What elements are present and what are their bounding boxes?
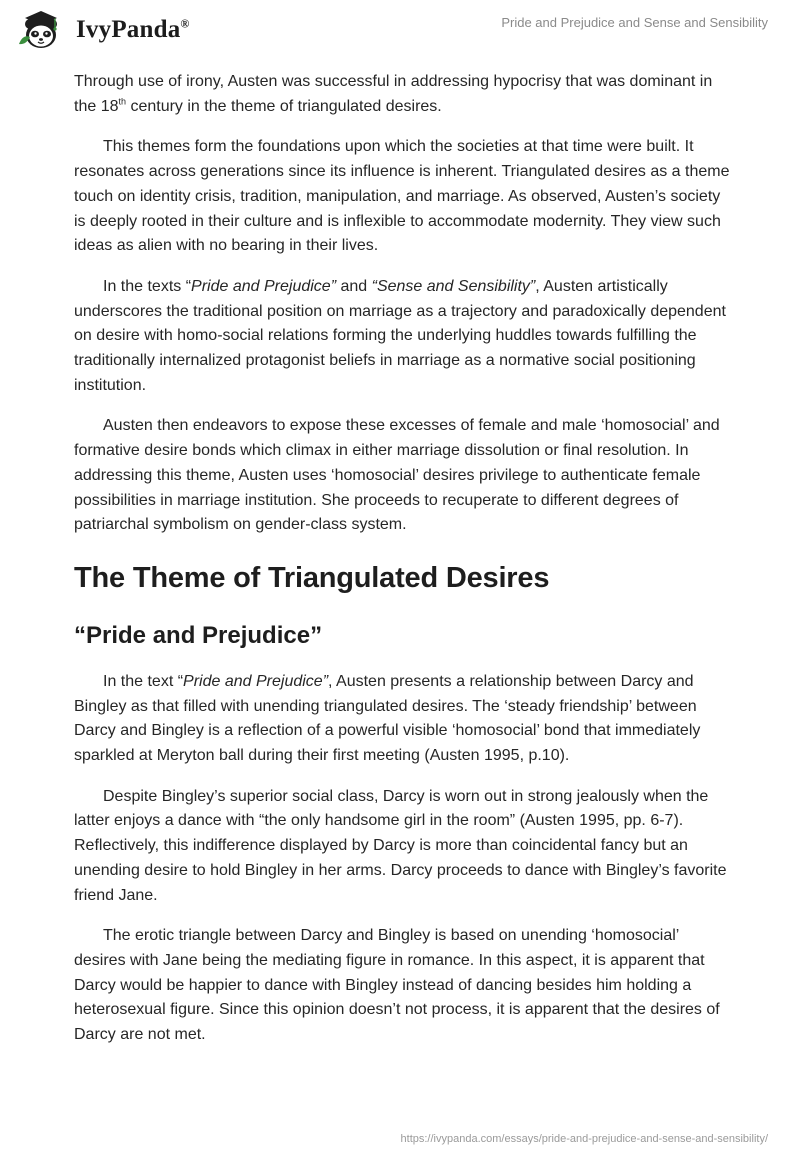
- source-url-link[interactable]: https://ivypanda.com/essays/pride-and-prejudice-and-sense-and-sensibility/: [400, 1133, 768, 1145]
- page-header: [0, 0, 800, 60]
- paragraph-1: Through use of irony, Austen was successful in addressing hypocrisy that was dominant in the 18th century in the theme of triangulated desires.: [74, 73, 713, 115]
- section-heading: The Theme of Triangulated Desires: [74, 561, 550, 594]
- subsection-heading: “Pride and Prejudice”: [74, 621, 323, 649]
- document-title: Pride and Prejudice and Sense and Sensibility: [501, 15, 768, 30]
- brand-name: IvyPanda®: [76, 16, 190, 43]
- paragraph-5: In the text “Pride and Prejudice”, Austen presents a relationship between Darcy and Bingley as that filled with unending triangulated desires. The ‘steady friendship’ between Darcy and Bingley is a reflection of a powerful visible ‘homosocial’ bond that immediately sparkled at Meryton ball during their first meeting (Austen 1995, p.10).: [74, 672, 701, 765]
- paragraph-4: Austen then endeavors to expose these excesses of female and male ‘homosocial’ and formative desire bonds which climax in either marriage dissolution or final resolution. In addressing this theme, Austen uses ‘homosocial’ desires privilege to authenticate female possibilities in marriage institution. She proceeds to recuperate to different degrees of patriarchal symbolism on gender-class system.: [74, 417, 720, 534]
- essay-content: [74, 70, 734, 1064]
- panda-graduate-icon: [14, 8, 72, 52]
- paragraph-6: Despite Bingley’s superior social class, Darcy is worn out in strong jealously when the latter enjoys a dance with “the only handsome girl in the room” (Austen 1995, pp. 6-7). Reflectively, this indifference displayed by Darcy is more than coincidental fancy but an unending desire to hold Bingley in her arms. Darcy proceeds to dance with Bingley’s favorite friend Jane.: [74, 787, 727, 904]
- registered-mark: ®: [180, 16, 190, 31]
- paragraph-2: This themes form the foundations upon which the societies at that time were built. It resonates across generations since its influence is inherent. Triangulated desires as a theme touch on identity crisis, tradition, manipulation, and marriage. As observed, Austen’s society is deeply rooted in their culture and is inflexible to accommodate modernity. They view such ideas as alien with no bearing in their lives.: [74, 138, 730, 255]
- paragraph-3: In the texts “Pride and Prejudice” and “Sense and Sensibility”, Austen artistically underscores the traditional position on marriage as a trajectory and paradoxically dependent on desire with homo-social relations forming the underlying huddles towards fulfilling the traditionally internalized protagonist beliefs in marriage as a normative social positioning institution.: [74, 277, 726, 394]
- paragraph-7: The erotic triangle between Darcy and Bingley is based on unending ‘homosocial’ desires with Jane being the mediating figure in romance. In this aspect, it is apparent that Darcy would be happier to dance with Bingley instead of dancing besides him holding a heterosexual figure. Since this opinion doesn’t not process, it is apparent that the desires of Darcy are not met.: [74, 927, 720, 1044]
- ivypanda-logo[interactable]: [14, 8, 190, 52]
